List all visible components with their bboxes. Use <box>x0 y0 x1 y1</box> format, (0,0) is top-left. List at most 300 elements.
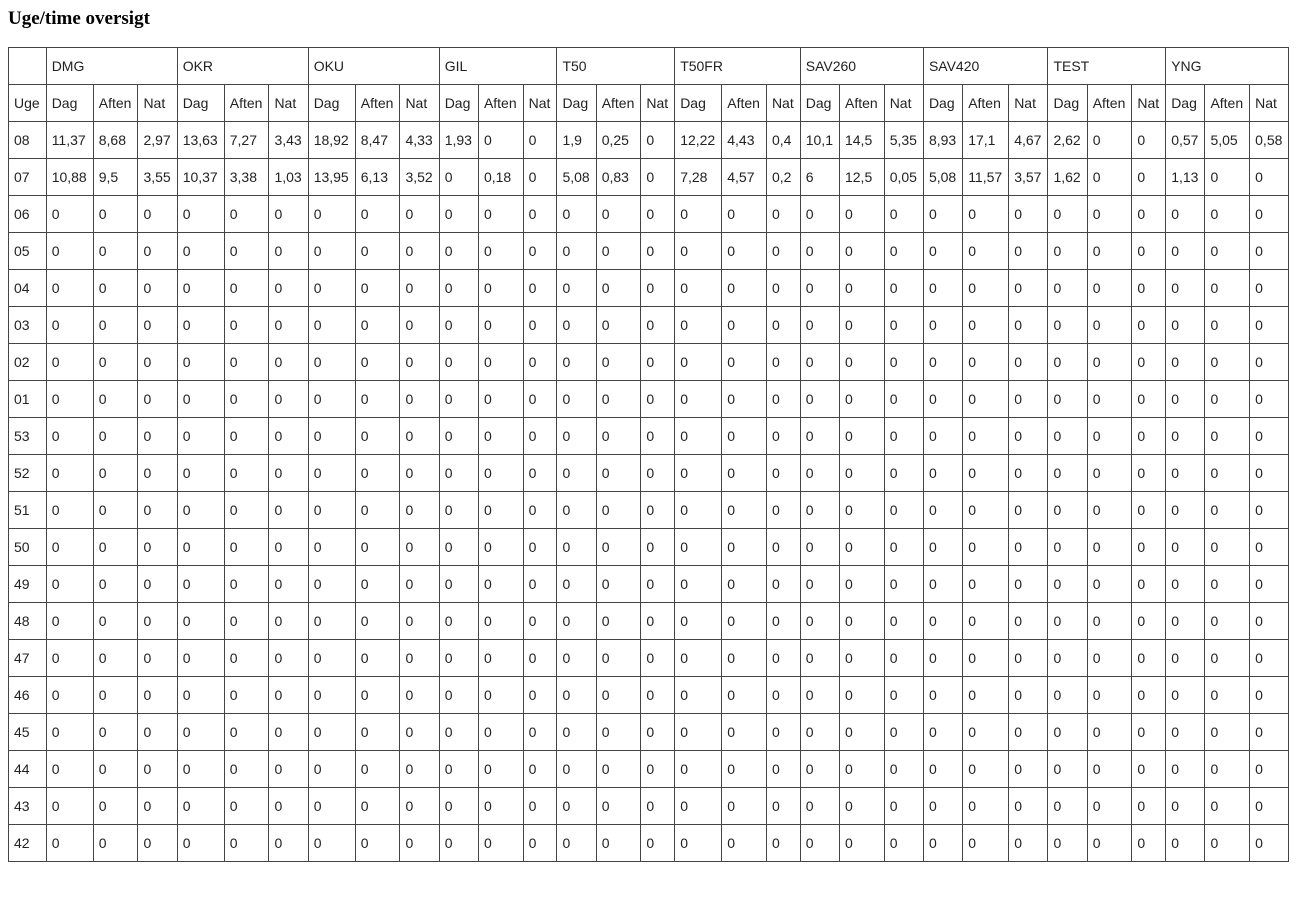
value-cell: 0 <box>478 677 523 714</box>
value-cell: 0 <box>641 825 675 862</box>
value-cell: 0 <box>557 677 596 714</box>
value-cell: 0 <box>224 825 269 862</box>
value-cell: 0 <box>766 825 800 862</box>
value-cell: 0 <box>1048 529 1087 566</box>
value-cell: 0 <box>1087 455 1132 492</box>
value-cell: 0 <box>1087 344 1132 381</box>
value-cell: 0 <box>177 418 224 455</box>
value-cell: 0 <box>766 603 800 640</box>
value-cell: 0 <box>1132 603 1166 640</box>
value-cell: 0 <box>46 640 93 677</box>
value-cell: 0 <box>641 751 675 788</box>
value-cell: 0 <box>478 714 523 751</box>
value-cell: 0 <box>800 788 839 825</box>
value-cell: 0 <box>269 381 308 418</box>
value-cell: 0 <box>766 418 800 455</box>
value-cell: 0 <box>766 566 800 603</box>
value-cell: 0 <box>800 529 839 566</box>
value-cell: 0 <box>1009 677 1048 714</box>
table-row <box>9 307 1289 344</box>
value-cell: 0 <box>800 307 839 344</box>
shift-header-dmg-aften: Aften <box>93 85 138 122</box>
value-cell: 0 <box>766 196 800 233</box>
value-cell: 0 <box>138 566 177 603</box>
value-cell: 0 <box>269 492 308 529</box>
value-cell: 0 <box>839 492 884 529</box>
value-cell: 0 <box>884 233 923 270</box>
value-cell: 0 <box>800 344 839 381</box>
value-cell: 0 <box>722 751 767 788</box>
value-cell: 0 <box>224 788 269 825</box>
week-cell: 43 <box>9 788 47 825</box>
value-cell: 0 <box>400 825 439 862</box>
value-cell: 0,83 <box>596 159 641 196</box>
shift-header-yng-nat: Nat <box>1250 85 1289 122</box>
value-cell: 5,08 <box>923 159 962 196</box>
value-cell: 0 <box>1087 233 1132 270</box>
week-cell: 51 <box>9 492 47 529</box>
value-cell: 0 <box>269 196 308 233</box>
shift-header-oku-dag: Dag <box>308 85 355 122</box>
value-cell: 0 <box>400 307 439 344</box>
value-cell: 0 <box>224 307 269 344</box>
value-cell: 0 <box>478 529 523 566</box>
value-cell: 0 <box>1048 825 1087 862</box>
value-cell: 0 <box>478 825 523 862</box>
table-row <box>9 233 1289 270</box>
shift-header-test-nat: Nat <box>1132 85 1166 122</box>
value-cell: 0 <box>1166 529 1205 566</box>
value-cell: 0 <box>596 418 641 455</box>
value-cell: 0 <box>800 418 839 455</box>
value-cell: 0 <box>46 751 93 788</box>
value-cell: 0 <box>641 788 675 825</box>
value-cell: 0 <box>766 381 800 418</box>
value-cell: 0 <box>963 270 1009 307</box>
value-cell: 0 <box>1009 529 1048 566</box>
value-cell: 0 <box>1087 714 1132 751</box>
value-cell: 0 <box>478 196 523 233</box>
value-cell: 0 <box>722 270 767 307</box>
value-cell: 0 <box>355 788 400 825</box>
value-cell: 0 <box>963 196 1009 233</box>
value-cell: 0 <box>963 566 1009 603</box>
value-cell: 0 <box>355 677 400 714</box>
value-cell: 0 <box>1087 492 1132 529</box>
value-cell: 0 <box>138 714 177 751</box>
value-cell: 0 <box>355 825 400 862</box>
value-cell: 0 <box>1087 196 1132 233</box>
value-cell: 17,1 <box>963 122 1009 159</box>
value-cell: 0 <box>1166 492 1205 529</box>
value-cell: 0 <box>884 307 923 344</box>
value-cell: 2,62 <box>1048 122 1087 159</box>
value-cell: 0 <box>138 677 177 714</box>
value-cell: 0 <box>93 714 138 751</box>
value-cell: 0 <box>355 529 400 566</box>
value-cell: 0 <box>224 270 269 307</box>
week-cell: 01 <box>9 381 47 418</box>
shift-header-okr-nat: Nat <box>269 85 308 122</box>
value-cell: 0 <box>439 344 478 381</box>
table-row <box>9 640 1289 677</box>
value-cell: 0 <box>557 492 596 529</box>
value-cell: 0 <box>963 640 1009 677</box>
value-cell: 0 <box>839 677 884 714</box>
value-cell: 8,68 <box>93 122 138 159</box>
value-cell: 0 <box>596 233 641 270</box>
value-cell: 0 <box>596 196 641 233</box>
value-cell: 0 <box>1250 455 1289 492</box>
value-cell: 0 <box>596 677 641 714</box>
value-cell: 0 <box>93 677 138 714</box>
value-cell: 0 <box>884 418 923 455</box>
value-cell: 0 <box>1250 307 1289 344</box>
value-cell: 0 <box>478 640 523 677</box>
value-cell: 0 <box>722 233 767 270</box>
value-cell: 0 <box>766 714 800 751</box>
value-cell: 0 <box>596 603 641 640</box>
value-cell: 0 <box>269 344 308 381</box>
value-cell: 0 <box>1166 603 1205 640</box>
value-cell: 0 <box>1132 196 1166 233</box>
value-cell: 0 <box>1166 270 1205 307</box>
value-cell: 0 <box>523 825 557 862</box>
value-cell: 0 <box>839 307 884 344</box>
value-cell: 0 <box>963 307 1009 344</box>
value-cell: 0 <box>1087 307 1132 344</box>
value-cell: 0 <box>269 751 308 788</box>
value-cell: 0 <box>355 418 400 455</box>
value-cell: 0 <box>557 825 596 862</box>
value-cell: 0 <box>722 566 767 603</box>
value-cell: 0 <box>557 603 596 640</box>
value-cell: 0 <box>722 196 767 233</box>
week-cell: 08 <box>9 122 47 159</box>
value-cell: 0 <box>1132 381 1166 418</box>
value-cell: 0 <box>766 751 800 788</box>
value-cell: 0 <box>478 603 523 640</box>
value-cell: 0 <box>722 825 767 862</box>
week-cell: 48 <box>9 603 47 640</box>
value-cell: 0 <box>224 492 269 529</box>
value-cell: 0 <box>1087 788 1132 825</box>
shift-header-gil-dag: Dag <box>439 85 478 122</box>
value-cell: 0 <box>177 603 224 640</box>
value-cell: 0 <box>93 529 138 566</box>
value-cell: 3,55 <box>138 159 177 196</box>
value-cell: 0 <box>557 529 596 566</box>
value-cell: 0 <box>138 788 177 825</box>
table-row <box>9 603 1289 640</box>
value-cell: 0 <box>800 196 839 233</box>
value-cell: 3,52 <box>400 159 439 196</box>
value-cell: 0 <box>839 344 884 381</box>
table-row <box>9 492 1289 529</box>
value-cell: 0 <box>675 381 722 418</box>
shift-header-test-dag: Dag <box>1048 85 1087 122</box>
value-cell: 0 <box>46 381 93 418</box>
value-cell: 0 <box>1132 825 1166 862</box>
value-cell: 0 <box>93 196 138 233</box>
value-cell: 0,18 <box>478 159 523 196</box>
value-cell: 0 <box>93 566 138 603</box>
value-cell: 0 <box>269 418 308 455</box>
value-cell: 0 <box>923 788 962 825</box>
value-cell: 0 <box>923 566 962 603</box>
value-cell: 0 <box>800 455 839 492</box>
value-cell: 0 <box>800 566 839 603</box>
value-cell: 0 <box>1009 344 1048 381</box>
value-cell: 0 <box>224 603 269 640</box>
value-cell: 11,57 <box>963 159 1009 196</box>
value-cell: 0 <box>722 418 767 455</box>
value-cell: 0 <box>963 751 1009 788</box>
value-cell: 0 <box>884 344 923 381</box>
value-cell: 0 <box>355 455 400 492</box>
value-cell: 0 <box>355 196 400 233</box>
value-cell: 0 <box>1048 307 1087 344</box>
corner-cell <box>9 48 47 85</box>
table-row <box>9 714 1289 751</box>
value-cell: 0 <box>439 455 478 492</box>
value-cell: 0 <box>177 344 224 381</box>
value-cell: 0 <box>675 492 722 529</box>
group-header-okr: OKR <box>177 48 308 85</box>
value-cell: 0 <box>478 344 523 381</box>
value-cell: 0 <box>1205 307 1250 344</box>
table-row <box>9 381 1289 418</box>
value-cell: 0 <box>596 344 641 381</box>
value-cell: 2,97 <box>138 122 177 159</box>
value-cell: 0 <box>1166 640 1205 677</box>
value-cell: 0 <box>308 788 355 825</box>
value-cell: 0 <box>523 159 557 196</box>
table-row <box>9 677 1289 714</box>
value-cell: 0 <box>923 307 962 344</box>
value-cell: 0 <box>1250 714 1289 751</box>
group-header-row <box>9 48 1289 85</box>
value-cell: 0 <box>269 603 308 640</box>
value-cell: 0 <box>1009 603 1048 640</box>
value-cell: 0 <box>1205 788 1250 825</box>
value-cell: 0 <box>675 418 722 455</box>
value-cell: 0 <box>1009 492 1048 529</box>
value-cell: 0 <box>800 603 839 640</box>
shift-header-t50-dag: Dag <box>557 85 596 122</box>
value-cell: 0 <box>308 344 355 381</box>
value-cell: 0 <box>177 233 224 270</box>
shift-header-gil-aften: Aften <box>478 85 523 122</box>
value-cell: 0 <box>355 640 400 677</box>
value-cell: 0 <box>1132 159 1166 196</box>
value-cell: 0 <box>1132 714 1166 751</box>
shift-header-row <box>9 85 1289 122</box>
value-cell: 7,28 <box>675 159 722 196</box>
value-cell: 0 <box>1166 825 1205 862</box>
value-cell: 0 <box>138 344 177 381</box>
value-cell: 0 <box>675 233 722 270</box>
shift-header-okr-dag: Dag <box>177 85 224 122</box>
value-cell: 0 <box>439 566 478 603</box>
value-cell: 0 <box>766 455 800 492</box>
value-cell: 0 <box>923 640 962 677</box>
value-cell: 0 <box>355 751 400 788</box>
value-cell: 0 <box>93 381 138 418</box>
value-cell: 0 <box>400 529 439 566</box>
value-cell: 0 <box>1166 307 1205 344</box>
value-cell: 0 <box>884 677 923 714</box>
value-cell: 0 <box>1205 196 1250 233</box>
value-cell: 0 <box>177 381 224 418</box>
shift-header-sav260-nat: Nat <box>884 85 923 122</box>
value-cell: 0 <box>557 381 596 418</box>
value-cell: 0 <box>177 196 224 233</box>
value-cell: 0,57 <box>1166 122 1205 159</box>
value-cell: 0 <box>1205 492 1250 529</box>
value-cell: 0 <box>596 714 641 751</box>
value-cell: 0 <box>355 566 400 603</box>
value-cell: 0 <box>839 566 884 603</box>
value-cell: 4,67 <box>1009 122 1048 159</box>
value-cell: 0 <box>93 233 138 270</box>
value-cell: 0 <box>93 640 138 677</box>
value-cell: 0 <box>46 233 93 270</box>
value-cell: 0 <box>308 603 355 640</box>
value-cell: 0 <box>1205 566 1250 603</box>
value-cell: 8,93 <box>923 122 962 159</box>
value-cell: 0 <box>1166 196 1205 233</box>
value-cell: 0 <box>224 529 269 566</box>
value-cell: 0 <box>138 751 177 788</box>
week-cell: 53 <box>9 418 47 455</box>
value-cell: 0 <box>923 418 962 455</box>
week-hour-table <box>8 47 1289 862</box>
value-cell: 0 <box>675 714 722 751</box>
value-cell: 0 <box>400 603 439 640</box>
value-cell: 0 <box>308 677 355 714</box>
value-cell: 0 <box>523 566 557 603</box>
value-cell: 0 <box>1132 751 1166 788</box>
value-cell: 0 <box>138 640 177 677</box>
value-cell: 0 <box>1048 751 1087 788</box>
value-cell: 0 <box>1009 418 1048 455</box>
value-cell: 0 <box>269 455 308 492</box>
table-row <box>9 344 1289 381</box>
value-cell: 0 <box>1087 418 1132 455</box>
value-cell: 0 <box>884 529 923 566</box>
value-cell: 0 <box>641 233 675 270</box>
value-cell: 0 <box>923 751 962 788</box>
value-cell: 14,5 <box>839 122 884 159</box>
value-cell: 0 <box>1132 640 1166 677</box>
value-cell: 0 <box>1205 344 1250 381</box>
value-cell: 18,92 <box>308 122 355 159</box>
value-cell: 0 <box>400 455 439 492</box>
value-cell: 0 <box>138 381 177 418</box>
value-cell: 0 <box>1166 455 1205 492</box>
value-cell: 0 <box>1009 751 1048 788</box>
week-cell: 46 <box>9 677 47 714</box>
value-cell: 0 <box>523 344 557 381</box>
value-cell: 0 <box>177 455 224 492</box>
week-cell: 06 <box>9 196 47 233</box>
value-cell: 0 <box>308 714 355 751</box>
value-cell: 0 <box>224 418 269 455</box>
value-cell: 0 <box>557 233 596 270</box>
value-cell: 0 <box>641 529 675 566</box>
value-cell: 0 <box>641 418 675 455</box>
value-cell: 0 <box>923 714 962 751</box>
value-cell: 0 <box>839 381 884 418</box>
value-cell: 0 <box>963 677 1009 714</box>
value-cell: 0 <box>523 196 557 233</box>
value-cell: 0 <box>308 529 355 566</box>
week-cell: 04 <box>9 270 47 307</box>
value-cell: 0 <box>963 529 1009 566</box>
value-cell: 0 <box>641 270 675 307</box>
value-cell: 0 <box>1166 381 1205 418</box>
value-cell: 12,5 <box>839 159 884 196</box>
value-cell: 0 <box>1132 344 1166 381</box>
value-cell: 0 <box>1250 233 1289 270</box>
value-cell: 0 <box>596 529 641 566</box>
value-cell: 0 <box>1048 640 1087 677</box>
value-cell: 0 <box>1009 640 1048 677</box>
value-cell: 0 <box>557 640 596 677</box>
value-cell: 0 <box>93 751 138 788</box>
group-header-t50fr: T50FR <box>675 48 801 85</box>
group-header-test: TEST <box>1048 48 1166 85</box>
value-cell: 0 <box>1009 270 1048 307</box>
value-cell: 0 <box>641 307 675 344</box>
table-row <box>9 159 1289 196</box>
value-cell: 0 <box>766 640 800 677</box>
value-cell: 0 <box>641 714 675 751</box>
table-header <box>9 48 1289 122</box>
week-cell: 02 <box>9 344 47 381</box>
value-cell: 0 <box>1009 825 1048 862</box>
value-cell: 0 <box>1132 529 1166 566</box>
value-cell: 0 <box>1205 455 1250 492</box>
value-cell: 0 <box>722 603 767 640</box>
value-cell: 0 <box>1166 751 1205 788</box>
value-cell: 0 <box>766 270 800 307</box>
value-cell: 0 <box>1250 159 1289 196</box>
value-cell: 0 <box>722 492 767 529</box>
table-row <box>9 270 1289 307</box>
value-cell: 0 <box>138 825 177 862</box>
value-cell: 0 <box>1250 196 1289 233</box>
value-cell: 0 <box>93 603 138 640</box>
value-cell: 0 <box>766 492 800 529</box>
value-cell: 0 <box>722 307 767 344</box>
value-cell: 0 <box>1048 418 1087 455</box>
value-cell: 0 <box>46 307 93 344</box>
value-cell: 0 <box>177 307 224 344</box>
value-cell: 0 <box>355 603 400 640</box>
value-cell: 0 <box>523 270 557 307</box>
value-cell: 0 <box>963 492 1009 529</box>
value-cell: 0 <box>675 307 722 344</box>
value-cell: 0 <box>675 566 722 603</box>
value-cell: 0 <box>839 788 884 825</box>
value-cell: 0 <box>1087 529 1132 566</box>
value-cell: 6,13 <box>355 159 400 196</box>
value-cell: 8,47 <box>355 122 400 159</box>
value-cell: 4,43 <box>722 122 767 159</box>
value-cell: 0 <box>557 788 596 825</box>
